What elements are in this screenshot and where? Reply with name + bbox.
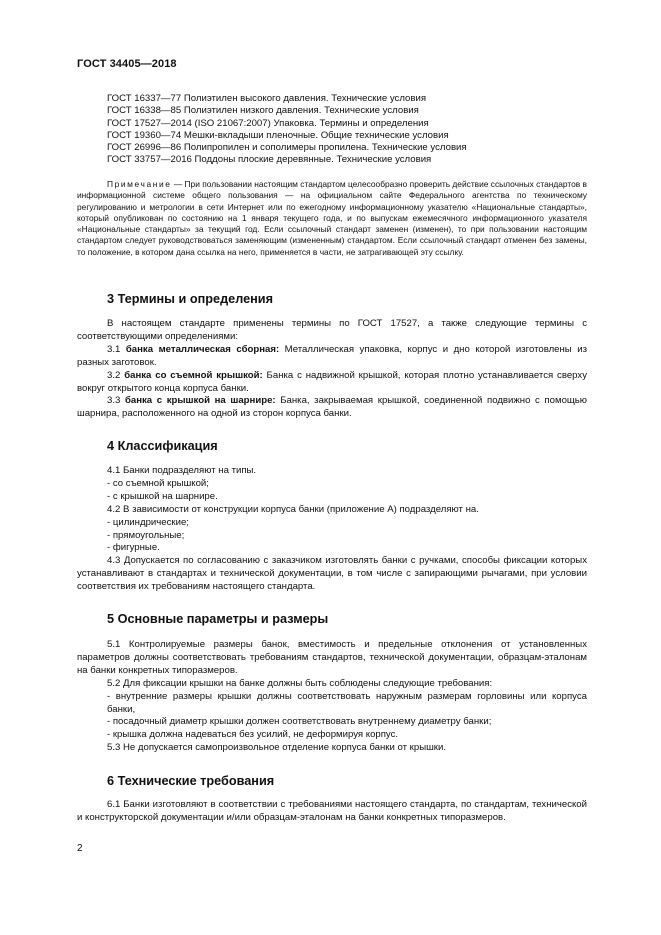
reference-item: ГОСТ 16337—77 Полиэтилен высокого давления. Технические условия bbox=[107, 93, 427, 104]
section-6-title: 6 Технические требования bbox=[107, 774, 275, 788]
references-note bbox=[77, 179, 587, 258]
term-3-2-name: банка со съемной крышкой: bbox=[124, 369, 263, 381]
section-3-body bbox=[77, 318, 587, 421]
list-item: - крышка должна надеваться без усилий, не деформируя корпус. bbox=[107, 729, 399, 741]
section-4-title: 4 Классификация bbox=[107, 439, 218, 453]
clause-5-3: 5.3 Не допускается самопроизвольное отделение корпуса банки от крышки. bbox=[107, 742, 447, 754]
term-3-3-name: банка с крышкой на шарнире: bbox=[124, 395, 276, 407]
term-3-3: 3.3 банка с крышкой на шарнире: Банка, закрываемая крышкой, соединенной подвижно с помощью шарнира, расположенного на одной из сторон корпуса банки. bbox=[77, 395, 587, 420]
list-item: - прямоугольные; bbox=[107, 529, 185, 541]
list-item: - посадочный диаметр крышки должен соответствовать внутреннему диаметру банки; bbox=[107, 716, 492, 728]
list-item: - с крышкой на шарнире. bbox=[107, 490, 218, 502]
page-number: 2 bbox=[77, 843, 83, 854]
clause-5-2: 5.2 Для фиксации крышки на банке должны быть соблюдены следующие требования: bbox=[107, 677, 493, 689]
list-item: - фигурные. bbox=[107, 542, 160, 554]
normative-references-list bbox=[107, 93, 587, 167]
reference-item: ГОСТ 17527—2014 (ISO 21067:2007) Упаковка. Термины и определения bbox=[107, 117, 429, 129]
term-3-1-name: банка металлическая сборная: bbox=[125, 343, 280, 355]
note-dash: — bbox=[171, 179, 185, 189]
term-3-1: 3.1 банка металлическая сборная: Металлическая упаковка, корпус и дно которой изготовлены из разных заготовок. bbox=[77, 343, 587, 368]
clause-4-3: 4.3 Допускается по согласованию с заказчиком изготовлять банки с ручками, способы фиксации которых устанавливают в стандартах и технической документации, в том числе с запирающими рычагами, при условии соответствия их требованиям настоящего стандарта. bbox=[77, 555, 587, 593]
section-3-title: 3 Термины и определения bbox=[107, 292, 274, 306]
reference-item: ГОСТ 19360—74 Мешки-вкладыши пленочные. Общие технические условия bbox=[107, 129, 449, 141]
note-lead: Примечание bbox=[107, 179, 172, 189]
clause-6-1: 6.1 Банки изготовляют в соответствии с требованиями настоящего стандарта, по стандартам, технической и конструкторской документации и/или образцам-эталонам на банки конкретных типоразмеров. bbox=[77, 799, 587, 823]
reference-item: ГОСТ 33757—2016 Поддоны плоские деревянные. Технические условия bbox=[107, 154, 432, 166]
list-item: - со съемной крышкой; bbox=[107, 477, 209, 489]
section-5-body bbox=[77, 639, 587, 755]
section-6-body bbox=[77, 799, 587, 825]
reference-item: ГОСТ 26996—86 Полипропилен и сополимеры пропилена. Технические условия bbox=[107, 142, 467, 154]
clause-4-2: 4.2 В зависимости от конструкции корпуса банки (приложение А) подразделяют на. bbox=[107, 503, 479, 515]
section-4-body bbox=[77, 465, 587, 594]
section-5-title: 5 Основные параметры и размеры bbox=[107, 612, 329, 626]
list-item: - внутренние размеры крышки должны соответствовать наружным размерам горловины или корпуса банки, bbox=[107, 690, 587, 715]
section-3-intro: В настоящем стандарте применены термины по ГОСТ 17527, а также следующие термины с соответствующими определениями: bbox=[77, 318, 587, 342]
standard-header: ГОСТ 34405—2018 bbox=[77, 58, 177, 70]
reference-item: ГОСТ 16338—85 Полиэтилен низкого давления. Технические условия bbox=[107, 105, 419, 117]
clause-4-1: 4.1 Банки подразделяют на типы. bbox=[107, 465, 257, 476]
clause-5-1: 5.1 Контролируемые размеры банок, вместимость и предельные отклонения от установленных параметров должны соответствовать требованиям стандартов, технической документации, образцам-эталонам на банки конкретных типоразмеров. bbox=[77, 639, 587, 676]
list-item: - цилиндрические; bbox=[107, 516, 189, 528]
note-text: При пользовании настоящим стандартом целесообразно проверить действие ссылочных стандартов в информационной системе общего пользования — на официальном сайте Федерального агентства по техническому регулированию и метрологии в сети Интернет или по ежегодному информационному указателю «Национальные стандарты», который опубликован по состоянию на 1 января текущего года, и по выпускам ежемесячного информационного указателя «Национальные стандарты» за текущий год. Если ссылочный стандарт заменен (изменен), то при пользовании настоящим стандартом следует руководствоваться заменяющим (измененным) стандартом. Если ссылочный стандарт отменен без замены, то положение, в котором дана ссылка на него, применяется в части, не затрагивающей эту ссылку. bbox=[77, 179, 587, 257]
term-3-2: 3.2 банка со съемной крышкой: Банка с надвижной крышкой, которая плотно устанавливается сверху вокруг открытого конца корпуса банки. bbox=[77, 369, 587, 394]
